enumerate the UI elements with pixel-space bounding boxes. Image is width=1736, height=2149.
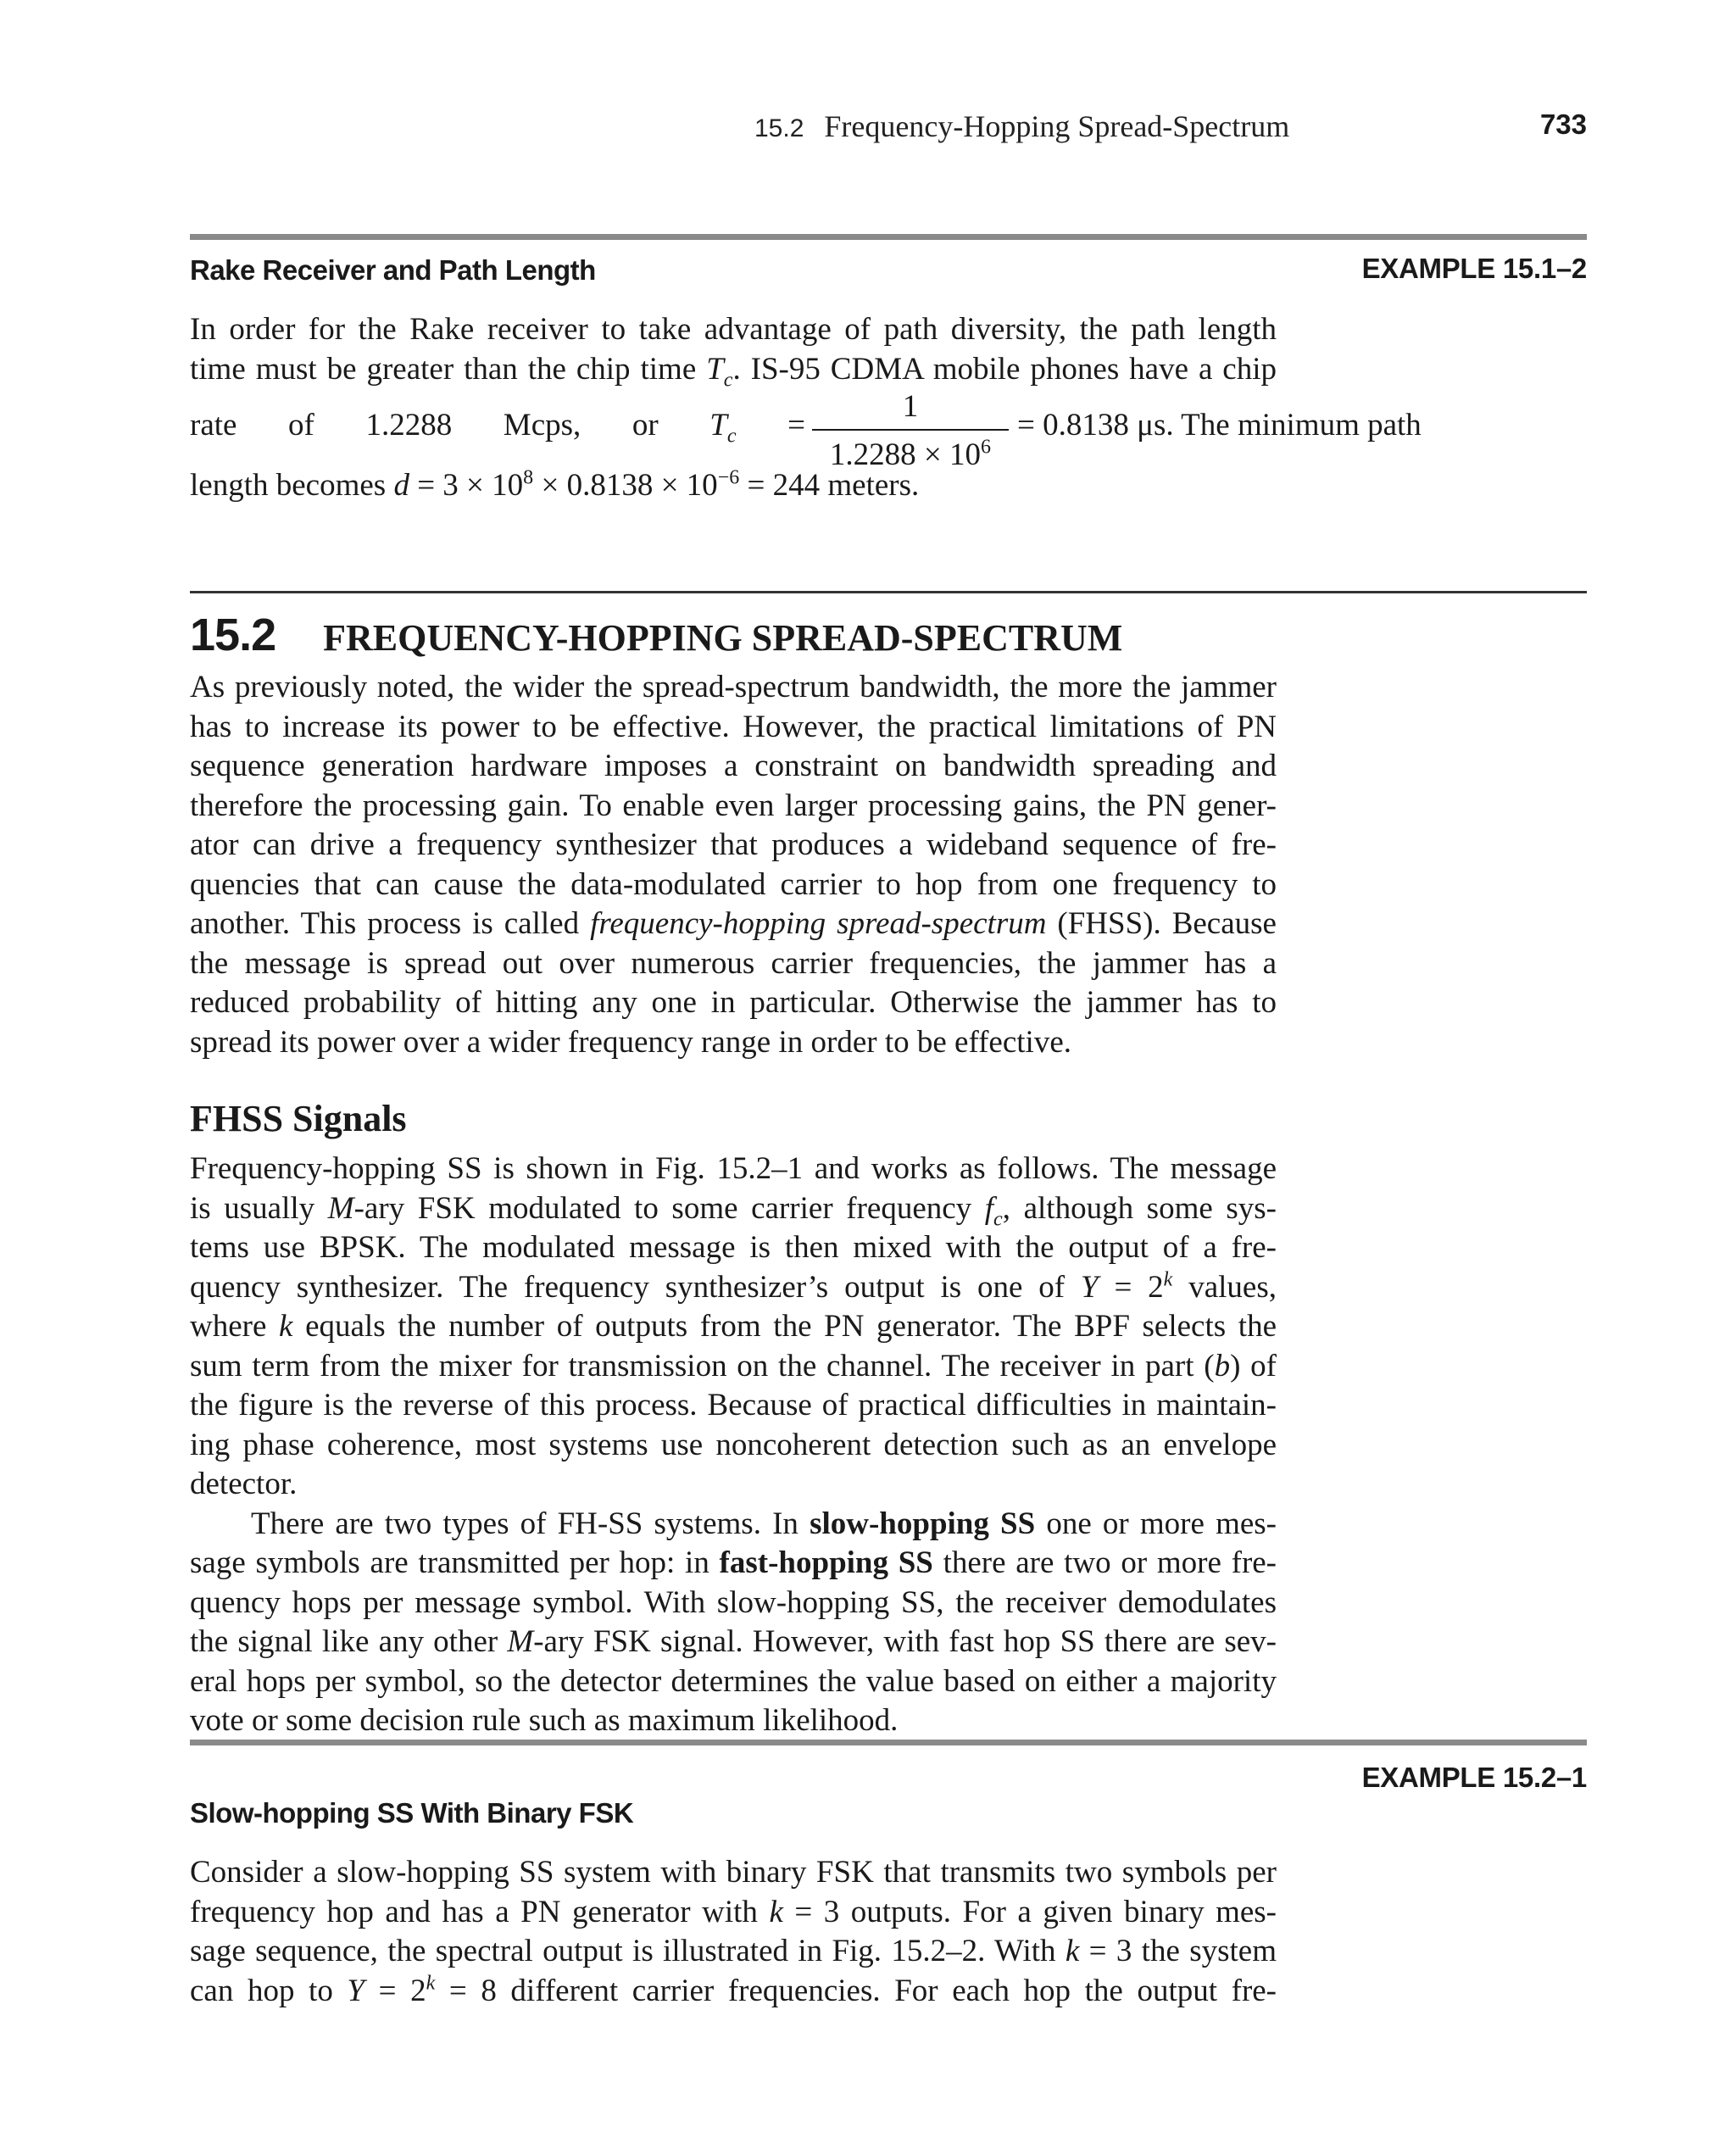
text-line: sequence generation hardware imposes a constraint on bandwidth spreading and (190, 749, 1277, 783)
example-body-end (190, 466, 1277, 506)
text-line: ing phase coherence, most systems use noncoherent detection such as an envelope (190, 1427, 1277, 1462)
text-line: vote or some decision rule such as maximum likelihood. (190, 1703, 899, 1738)
running-header-title: Frequency-Hopping Spread-Spectrum (824, 109, 1290, 143)
text-line: detector. (190, 1467, 298, 1501)
text-line: quency hops per message symbol. With slow-hopping SS, the receiver demodulates (190, 1584, 1277, 1620)
text-line: can hop to $Y = 2^k = 8$ different carrier frequencies. For each hop the output fre- (190, 1972, 1277, 2008)
fraction-numerator: 1 (902, 389, 919, 424)
text-line: is usually M-ary FSK modulated to some carrier frequency $f_c$, although some sys- (190, 1190, 1277, 1230)
example-label: EXAMPLE 15.1–2 (1361, 253, 1587, 284)
section-number: 15.2 (190, 610, 276, 660)
text-line: ator can drive a frequency synthesizer that produces a wideband sequence of fre- (190, 827, 1277, 862)
text-line: tems use BPSK. The modulated message is then mixed with the output of a fre- (190, 1230, 1277, 1265)
example-body (190, 1853, 1277, 2011)
text-line: the message is spread out over numerous carrier frequencies, the jammer has a (190, 945, 1277, 981)
running-header-section-number: 15.2 (754, 114, 804, 142)
page-number: 733 (1539, 109, 1587, 140)
running-header (754, 109, 1289, 144)
example-title: Slow-hopping SS With Binary FSK (190, 1797, 634, 1829)
text-line: sage sequence, the spectral output is illustrated in Fig. 15.2–2. With k = 3 the system (190, 1934, 1277, 1968)
text-line: frequency hop and has a PN generator with k = 3 outputs. For a given binary mes- (190, 1894, 1277, 1929)
text-line: has to increase its power to be effective. However, the practical limitations of PN (190, 709, 1277, 744)
example-body (190, 310, 1277, 389)
text-line: eral hops per symbol, so the detector determines the value based on either a majority (190, 1663, 1277, 1699)
text-line: another. This process is called frequency-hopping spread-spectrum (FHSS). Because (190, 906, 1277, 941)
fraction-bar (812, 429, 1009, 431)
text-line: reduced probability of hitting any one in particular. Otherwise the jammer has to (190, 985, 1277, 1020)
text-line: Consider a slow-hopping SS system with binary FSK that transmits two symbols per (190, 1855, 1277, 1890)
example-top-rule (190, 1740, 1587, 1745)
text-line: the figure is the reverse of this process. Because of practical difficulties in maintain- (190, 1388, 1277, 1422)
equation-rhs: = 0.8138 μs. The minimum path (1017, 408, 1422, 443)
text-line: time must be greater than the chip time $T_c$. IS-95 CDMA mobile phones have a chip (190, 351, 1277, 391)
example-label: EXAMPLE 15.2–1 (1361, 1762, 1587, 1793)
section-rule (190, 591, 1587, 593)
text-line: length becomes $d = 3 \times 10^8 \times 0.8138 \times 10^{-6} = 244$ meters. (190, 466, 920, 503)
text-line: the signal like any other M-ary FSK signal. However, with fast hop SS there are sev- (190, 1624, 1277, 1659)
text-line: Frequency-hopping SS is shown in Fig. 15.2–1 and works as follows. The message (190, 1151, 1277, 1186)
fraction (809, 388, 1012, 471)
fraction-denominator: $1.2288 \times 10^6$ (829, 436, 992, 472)
equation-lhs: rate of 1.2288 Mcps, or $T_c$ = (190, 408, 805, 448)
text-line: sage symbols are transmitted per hop: in fast-hopping SS there are two or more fre- (190, 1545, 1277, 1580)
text-line: In order for the Rake receiver to take advantage of path diversity, the path length (190, 312, 1277, 347)
fhss-paragraph (190, 1150, 1277, 1741)
text-line: therefore the processing gain. To enable even larger processing gains, the PN gener- (190, 788, 1277, 823)
section-intro-paragraph (190, 668, 1277, 1062)
example-top-rule (190, 234, 1587, 240)
text-line: quency synthesizer. The frequency synthesizer’s output is one of $Y = 2^k$ values, (190, 1268, 1277, 1305)
example-title: Rake Receiver and Path Length (190, 254, 596, 286)
text-line: As previously noted, the wider the spread-spectrum bandwidth, the more the jammer (190, 670, 1277, 704)
text-line: quencies that can cause the data-modulated carrier to hop from one frequency to (190, 866, 1277, 902)
text-line: where k equals the number of outputs from the PN generator. The BPF selects the (190, 1309, 1277, 1344)
text-line: sum term from the mixer for transmission on the channel. The receiver in part (b) of (190, 1348, 1277, 1383)
section-title: FREQUENCY-HOPPING SPREAD-SPECTRUM (323, 617, 1123, 659)
section-heading (190, 609, 1122, 661)
subsection-heading: FHSS Signals (190, 1098, 407, 1139)
text-line: There are two types of FH-SS systems. In slow-hopping SS one or more mes- (251, 1506, 1277, 1541)
text-line: spread its power over a wider frequency range in order to be effective. (190, 1024, 1071, 1060)
